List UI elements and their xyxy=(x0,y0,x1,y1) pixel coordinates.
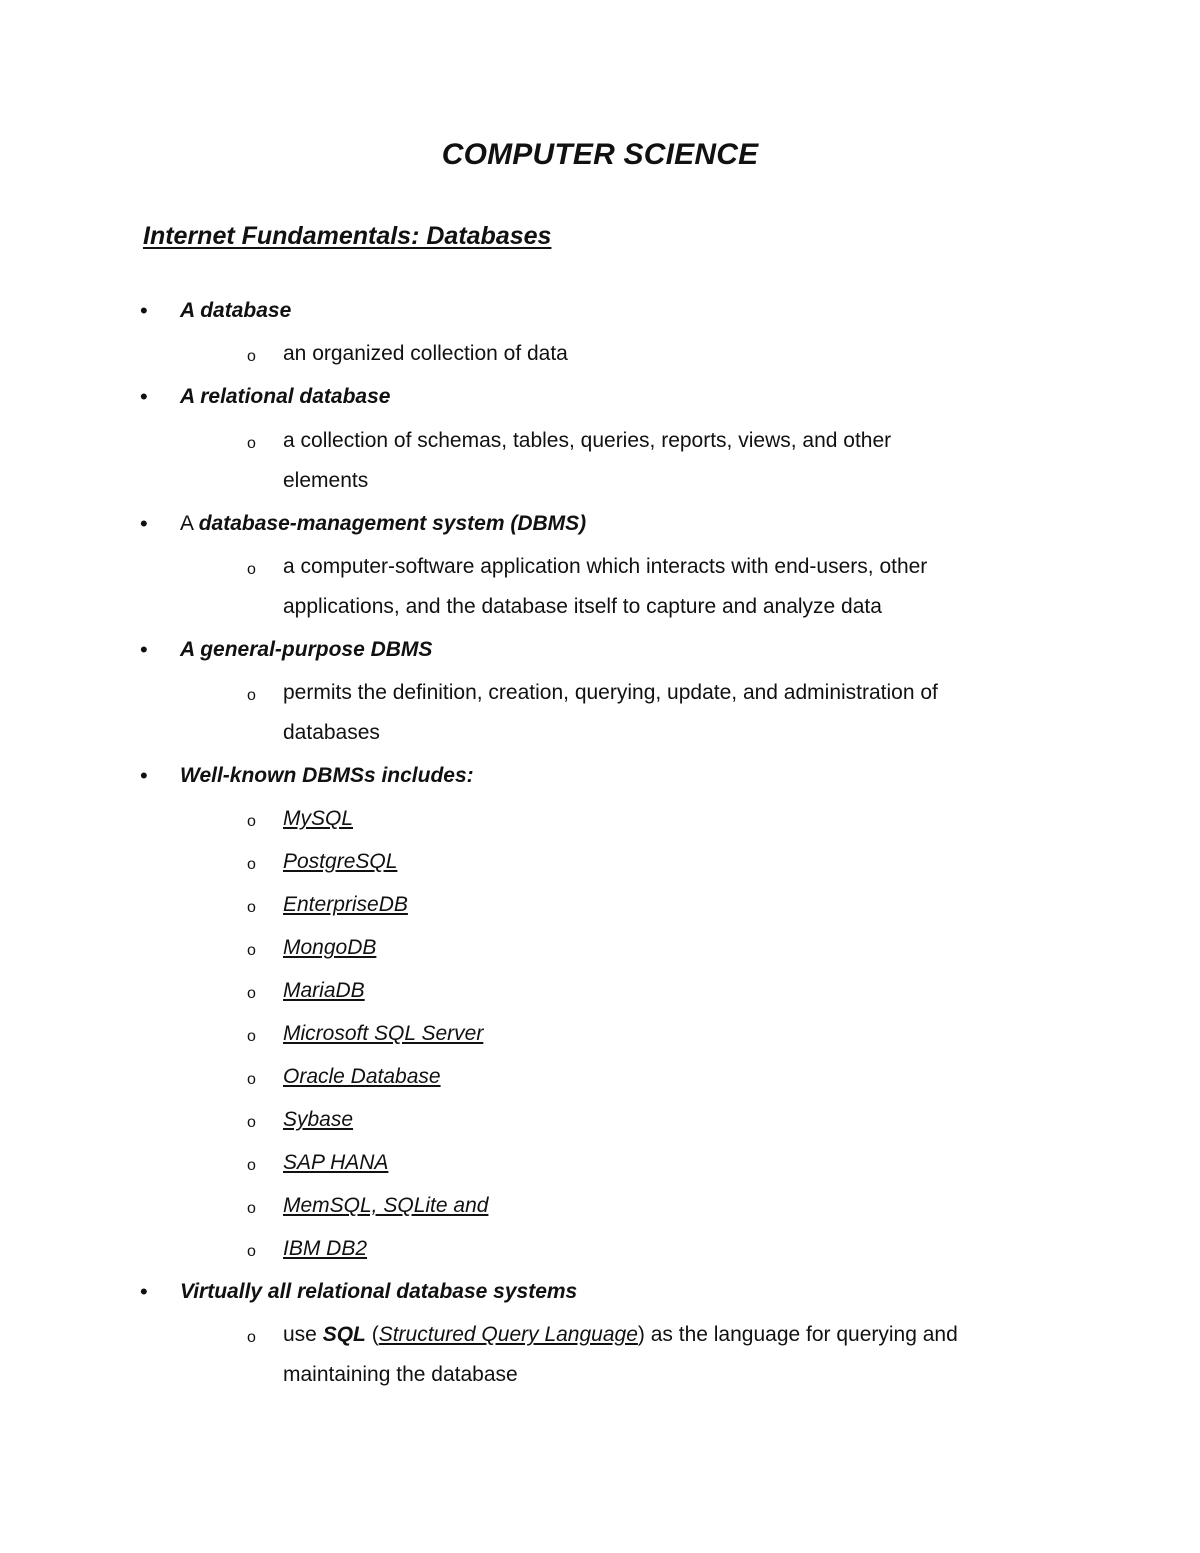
bullet-icon: • xyxy=(140,763,148,788)
sub-bullet-icon: o xyxy=(247,1114,256,1131)
sql-abbrev: SQL xyxy=(322,1323,366,1346)
link-sybase[interactable]: Sybase xyxy=(283,1108,354,1131)
section-heading: Internet Fundamentals: Databases xyxy=(143,222,552,250)
sub-bullet-icon: o xyxy=(247,1200,256,1217)
link-oracle-database[interactable]: Oracle Database xyxy=(283,1065,441,1088)
dbms-link-item xyxy=(0,935,1200,961)
link-enterprisedb[interactable]: EnterpriseDB xyxy=(283,893,408,916)
sub-bullet-icon: o xyxy=(247,1157,256,1174)
list-item xyxy=(0,1279,1200,1305)
sub-list-item xyxy=(0,554,1200,580)
definition-dbms-line2: applications, and the database itself to capture and analyze data xyxy=(283,595,882,618)
sub-bullet-icon: o xyxy=(247,687,256,704)
term-dbms-prefix: A xyxy=(180,512,193,535)
sql-rest: ) as the language for querying and xyxy=(637,1323,958,1346)
dbms-link-item xyxy=(0,1150,1200,1176)
bullet-icon: • xyxy=(140,637,148,662)
list-item xyxy=(0,637,1200,663)
dbms-link-item xyxy=(0,1021,1200,1047)
sub-bullet-icon: o xyxy=(247,348,256,365)
dbms-link-item xyxy=(0,978,1200,1004)
definition-dbms-line1: a computer-software application which interacts with end-users, other xyxy=(283,555,928,578)
sub-bullet-icon: o xyxy=(247,435,256,452)
term-relational-database: A relational database xyxy=(180,385,391,408)
link-sap-hana[interactable]: SAP HANA xyxy=(283,1151,389,1174)
term-general-dbms: A general-purpose DBMS xyxy=(180,638,433,661)
link-mariadb[interactable]: MariaDB xyxy=(283,979,365,1002)
list-item xyxy=(0,298,1200,324)
definition-relational-line1: a collection of schemas, tables, queries, reports, views, and other xyxy=(283,429,892,452)
link-ibm-db2[interactable]: IBM DB2 xyxy=(283,1237,368,1260)
dbms-link-item xyxy=(0,1236,1200,1262)
dbms-link-item xyxy=(0,1064,1200,1090)
dbms-link-item xyxy=(0,806,1200,832)
link-postgresql[interactable]: PostgreSQL xyxy=(283,850,398,873)
sub-list-item xyxy=(0,341,1200,367)
term-dbms-row xyxy=(180,511,586,537)
bullet-icon: • xyxy=(140,384,148,409)
term-wellknown: Well-known DBMSs includes: xyxy=(180,764,474,787)
sub-bullet-icon: o xyxy=(247,985,256,1002)
dbms-link-item xyxy=(0,849,1200,875)
sub-bullet-icon: o xyxy=(247,1329,256,1346)
sub-bullet-icon: o xyxy=(247,1243,256,1260)
term-dbms: database-management system (DBMS) xyxy=(198,512,587,535)
definition-relational-line2: elements xyxy=(283,469,369,492)
sub-list-item xyxy=(0,428,1200,454)
dbms-link-item xyxy=(0,1193,1200,1219)
bullet-icon: • xyxy=(140,1279,148,1304)
sql-open-paren: ( xyxy=(371,1323,379,1346)
link-structured-query-language[interactable]: Structured Query Language xyxy=(378,1323,638,1346)
list-item xyxy=(0,511,1200,537)
sub-bullet-icon: o xyxy=(247,561,256,578)
term-virtually-all: Virtually all relational database systems xyxy=(180,1280,578,1303)
link-memsql-sqlite[interactable]: MemSQL, SQLite and xyxy=(283,1194,489,1217)
sql-use: use xyxy=(283,1323,317,1346)
sub-bullet-icon: o xyxy=(247,813,256,830)
sub-bullet-icon: o xyxy=(247,1071,256,1088)
sub-list-item xyxy=(0,680,1200,706)
bullet-icon: • xyxy=(140,298,148,323)
term-database: A database xyxy=(180,299,292,322)
definition-general-line2: databases xyxy=(283,721,380,744)
sub-list-item xyxy=(0,1322,1200,1348)
sub-bullet-icon: o xyxy=(247,1028,256,1045)
list-item xyxy=(0,384,1200,410)
sql-line2: maintaining the database xyxy=(283,1363,518,1386)
link-microsoft-sql-server[interactable]: Microsoft SQL Server xyxy=(283,1022,484,1045)
sql-line1 xyxy=(283,1322,958,1348)
definition-general-line1: permits the definition, creation, querying, update, and administration of xyxy=(283,681,938,704)
sub-bullet-icon: o xyxy=(247,856,256,873)
bullet-icon: • xyxy=(140,511,148,536)
definition-database: an organized collection of data xyxy=(283,342,568,365)
link-mysql[interactable]: MySQL xyxy=(283,807,354,830)
sub-bullet-icon: o xyxy=(247,899,256,916)
link-mongodb[interactable]: MongoDB xyxy=(283,936,377,959)
list-item xyxy=(0,763,1200,789)
page-title: COMPUTER SCIENCE xyxy=(441,138,759,171)
dbms-link-item xyxy=(0,1107,1200,1133)
sub-bullet-icon: o xyxy=(247,942,256,959)
dbms-link-item xyxy=(0,892,1200,918)
